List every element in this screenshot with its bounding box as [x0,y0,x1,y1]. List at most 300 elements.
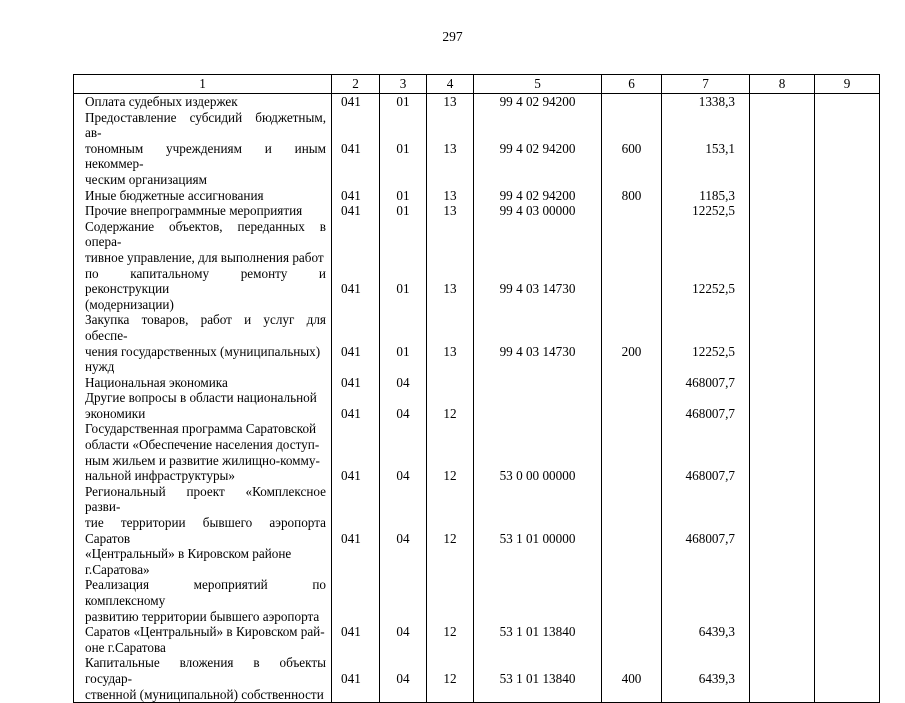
line-spacer [602,219,661,235]
code-subsection-cell [380,390,427,421]
expense-type-cell-value [602,406,661,422]
line-spacer [474,110,601,126]
amount-extra-cell-2-value [815,203,879,219]
line-spacer [332,312,379,328]
row-name-line: Закупка товаров, работ и услуг для обеспе- [85,312,326,343]
amount-extra-cell-1-value [750,468,814,484]
row-name-line: Содержание объектов, переданных в опера- [85,218,326,250]
amount-extra-cell-2-value [815,94,879,110]
line-spacer [332,499,379,515]
amount-extra-cell-2 [815,94,880,110]
amount-extra-cell-1 [750,188,815,204]
line-spacer [602,593,661,609]
target-article-cell [474,188,602,204]
row-name-cell [74,421,332,483]
code-subsection-cell [380,110,427,188]
code-item-cell [427,577,474,655]
line-spacer [332,577,379,593]
code-section-cell [332,188,380,204]
row-name-line: чения государственных (муниципальных) [85,343,321,359]
line-spacer [750,234,814,250]
line-spacer [332,484,379,500]
code-item-cell [427,188,474,204]
line-spacer [427,437,473,453]
target-article-cell-value: 53 0 00 00000 [499,468,576,484]
code-section-cell [332,484,380,578]
column-header-4: 4 [427,75,474,94]
code-section-cell-value: 041 [341,140,361,156]
amount-extra-cell-1-value [750,281,814,297]
amount-extra-cell-2 [815,577,880,655]
line-spacer [815,219,879,235]
code-section-cell [332,421,380,483]
code-section-cell [332,375,380,391]
line-spacer [332,219,379,235]
amount-extra-cell-2 [815,110,880,188]
line-spacer [662,655,749,671]
line-spacer [602,437,661,453]
line-spacer [332,390,379,406]
line-spacer [750,125,814,141]
column-header-5: 5 [474,75,602,94]
amount-cell [662,421,750,483]
amount-extra-cell-1 [750,421,815,483]
table-row [74,188,880,204]
line-spacer [332,655,379,671]
target-article-cell-value: 99 4 03 00000 [499,203,576,219]
line-spacer [662,219,749,235]
amount-cell-value: 468007,7 [685,374,735,390]
row-name-cell [74,203,332,219]
column-header-1: 1 [74,75,332,94]
code-section-cell-value: 041 [341,670,361,686]
code-section-cell [332,577,380,655]
line-spacer [380,328,426,344]
line-spacer [662,390,749,406]
amount-cell [662,110,750,188]
line-spacer [474,219,601,235]
expense-type-cell [602,312,662,374]
code-item-cell [427,219,474,313]
line-spacer [380,609,426,625]
amount-extra-cell-1-value [750,94,814,110]
target-article-cell [474,421,602,483]
line-spacer [332,125,379,141]
code-subsection-cell-value: 04 [396,468,410,484]
code-item-cell-value: 13 [443,343,457,359]
line-spacer [380,390,426,406]
line-spacer [332,328,379,344]
amount-extra-cell-2-value [815,531,879,547]
line-spacer [815,312,879,328]
line-spacer [474,593,601,609]
row-name-cell [74,110,332,188]
row-name-line: Иные бюджетные ассигнования [85,187,264,203]
line-spacer [815,609,879,625]
line-spacer [474,125,601,141]
line-spacer [474,484,601,500]
code-item-cell [427,110,474,188]
line-spacer [750,609,814,625]
code-section-cell [332,312,380,374]
line-spacer [602,515,661,531]
line-spacer [815,266,879,282]
column-header-7: 7 [662,75,750,94]
line-spacer [662,484,749,500]
table-row [74,390,880,421]
amount-cell [662,203,750,219]
expense-type-cell-value [602,203,661,219]
line-spacer [427,266,473,282]
amount-extra-cell-2-value [815,375,879,391]
row-name-cell [74,219,332,313]
table-row [74,421,880,483]
amount-extra-cell-1 [750,484,815,578]
code-subsection-cell-value: 04 [396,405,410,421]
target-article-cell [474,312,602,374]
line-spacer [474,250,601,266]
line-spacer [662,250,749,266]
column-header-6: 6 [602,75,662,94]
line-spacer [750,484,814,500]
amount-cell-value: 468007,7 [685,405,735,421]
amount-extra-cell-1 [750,110,815,188]
row-name-cell [74,655,332,702]
code-subsection-cell-value: 04 [396,624,410,640]
row-name-line: Оплата судебных издержек [85,94,238,109]
expense-type-cell-value [602,375,661,391]
line-spacer [380,577,426,593]
target-article-cell [474,110,602,188]
expense-type-cell [602,219,662,313]
target-article-cell-value [474,406,601,422]
line-spacer [602,234,661,250]
column-header-3: 3 [380,75,427,94]
amount-extra-cell-2-value [815,624,879,640]
line-spacer [332,453,379,469]
target-article-cell-value: 53 1 01 13840 [499,670,576,686]
line-spacer [662,421,749,437]
code-section-cell-value: 041 [341,94,361,109]
line-spacer [815,110,879,126]
code-item-cell-value: 13 [443,203,457,219]
amount-extra-cell-2-value [815,141,879,157]
amount-cell [662,188,750,204]
row-name-line: нальной инфраструктуры» [85,468,235,484]
code-item-cell-value: 12 [443,468,457,484]
amount-extra-cell-1 [750,312,815,374]
line-spacer [662,312,749,328]
line-spacer [602,499,661,515]
expense-type-cell [602,421,662,483]
line-spacer [815,453,879,469]
line-spacer [427,219,473,235]
row-name-line: Капитальные вложения в объекты государ- [85,655,326,686]
row-name-line: тономным учреждениям и иным некоммер- [85,140,326,172]
table-row [74,484,880,578]
code-item-cell-value [427,375,473,391]
amount-cell-value: 468007,7 [685,530,735,546]
code-subsection-cell [380,421,427,483]
code-item-cell-value: 12 [443,670,457,686]
line-spacer [332,609,379,625]
amount-cell [662,655,750,702]
expense-type-cell-value: 400 [621,670,642,686]
line-spacer [427,609,473,625]
code-item-cell-value: 12 [443,405,457,421]
amount-extra-cell-2 [815,219,880,313]
column-header-9: 9 [815,75,880,94]
line-spacer [815,437,879,453]
code-subsection-cell-value: 01 [396,343,410,359]
line-spacer [380,453,426,469]
line-spacer [332,421,379,437]
expense-type-cell [602,188,662,204]
line-spacer [380,515,426,531]
code-section-cell-value: 041 [341,405,361,421]
expense-type-cell-value: 200 [621,343,642,359]
line-spacer [750,390,814,406]
code-subsection-cell-value: 04 [396,670,410,686]
amount-cell [662,94,750,110]
line-spacer [380,421,426,437]
expense-type-cell [602,655,662,702]
line-spacer [474,609,601,625]
line-spacer [427,390,473,406]
line-spacer [815,484,879,500]
line-spacer [602,390,661,406]
line-spacer [750,219,814,235]
expense-type-cell [602,390,662,421]
table-row [74,577,880,655]
line-spacer [427,234,473,250]
target-article-cell [474,375,602,391]
row-name-line: Другие вопросы в области национальной [85,390,317,406]
line-spacer [332,110,379,126]
expense-type-cell [602,375,662,391]
expense-type-cell-value [602,624,661,640]
row-name-line: области «Обеспечение населения доступ- [85,437,320,453]
line-spacer [815,390,879,406]
line-spacer [332,437,379,453]
line-spacer [380,593,426,609]
line-spacer [474,577,601,593]
line-spacer [380,484,426,500]
line-spacer [474,312,601,328]
code-subsection-cell-value: 01 [396,140,410,156]
line-spacer [380,499,426,515]
line-spacer [750,250,814,266]
line-spacer [602,125,661,141]
target-article-cell [474,219,602,313]
code-subsection-cell [380,203,427,219]
amount-extra-cell-1 [750,219,815,313]
table-row [74,203,880,219]
line-spacer [474,266,601,282]
code-item-cell-value: 12 [443,530,457,546]
line-spacer [815,328,879,344]
line-spacer [815,655,879,671]
amount-cell [662,219,750,313]
line-spacer [750,110,814,126]
line-spacer [750,266,814,282]
amount-extra-cell-1-value [750,141,814,157]
line-spacer [815,577,879,593]
amount-cell-value: 12252,5 [692,203,735,219]
code-item-cell-value: 13 [443,140,457,156]
code-item-cell [427,203,474,219]
code-item-cell [427,655,474,702]
amount-cell-value: 12252,5 [692,343,735,359]
code-section-cell [332,110,380,188]
line-spacer [427,250,473,266]
line-spacer [662,609,749,625]
line-spacer [750,328,814,344]
table-body [74,94,880,703]
table-header-row [74,75,880,94]
line-spacer [602,110,661,126]
code-item-cell [427,390,474,421]
code-item-cell-value: 13 [443,94,457,109]
amount-extra-cell-1 [750,577,815,655]
line-spacer [332,234,379,250]
amount-cell [662,577,750,655]
amount-extra-cell-2-value [815,344,879,360]
expense-type-cell-value: 600 [621,140,642,156]
amount-extra-cell-2-value [815,188,879,204]
target-article-cell-value: 53 1 01 13840 [499,624,576,640]
target-article-cell [474,655,602,702]
line-spacer [602,250,661,266]
amount-extra-cell-1-value [750,406,814,422]
expense-type-cell [602,110,662,188]
line-spacer [427,484,473,500]
table-row [74,375,880,391]
amount-cell [662,375,750,391]
line-spacer [332,250,379,266]
amount-extra-cell-1 [750,655,815,702]
amount-extra-cell-1-value [750,624,814,640]
amount-extra-cell-1-value [750,671,814,687]
line-spacer [750,421,814,437]
expense-type-cell-value [602,468,661,484]
line-spacer [602,453,661,469]
code-item-cell-value: 13 [443,281,457,297]
amount-extra-cell-1-value [750,203,814,219]
line-spacer [332,266,379,282]
expense-type-cell-value [602,531,661,547]
line-spacer [750,577,814,593]
line-spacer [427,577,473,593]
line-spacer [380,266,426,282]
target-article-cell-value: 99 4 03 14730 [499,281,576,297]
code-section-cell-value: 041 [341,203,361,219]
line-spacer [750,655,814,671]
line-spacer [474,328,601,344]
row-name-line: Региональный проект «Комплексное разви- [85,483,326,515]
amount-extra-cell-1-value [750,188,814,204]
row-name-cell [74,390,332,421]
line-spacer [602,484,661,500]
target-article-cell-value: 99 4 02 94200 [499,94,576,109]
column-header-2: 2 [332,75,380,94]
code-subsection-cell [380,484,427,578]
amount-extra-cell-1-value [750,375,814,391]
line-spacer [662,328,749,344]
code-subsection-cell [380,312,427,374]
line-spacer [662,437,749,453]
line-spacer [815,421,879,437]
line-spacer [662,234,749,250]
line-spacer [427,421,473,437]
line-spacer [750,312,814,328]
line-spacer [332,593,379,609]
amount-extra-cell-2 [815,655,880,702]
line-spacer [332,515,379,531]
amount-extra-cell-1 [750,375,815,391]
code-subsection-cell-value: 01 [396,203,410,219]
line-spacer [815,125,879,141]
line-spacer [380,437,426,453]
line-spacer [380,219,426,235]
code-subsection-cell-value: 01 [396,94,410,109]
line-spacer [662,499,749,515]
row-name-line: нужд [85,359,115,375]
line-spacer [662,453,749,469]
line-spacer [750,453,814,469]
line-spacer [380,655,426,671]
line-spacer [602,655,661,671]
code-section-cell [332,655,380,702]
line-spacer [815,593,879,609]
amount-extra-cell-2 [815,390,880,421]
amount-extra-cell-1-value [750,531,814,547]
line-spacer [474,421,601,437]
row-name-cell [74,577,332,655]
line-spacer [380,110,426,126]
table-row [74,219,880,313]
line-spacer [427,515,473,531]
line-spacer [662,577,749,593]
amount-cell-value: 1338,3 [698,94,735,109]
amount-cell [662,312,750,374]
table-row [74,655,880,702]
row-name-line: по капитальному ремонту и реконструкции [85,265,326,297]
line-spacer [474,453,601,469]
amount-cell-value: 6439,3 [698,624,735,640]
code-section-cell-value: 041 [341,374,361,390]
amount-extra-cell-2 [815,375,880,391]
code-subsection-cell-value: 04 [396,530,410,546]
line-spacer [815,499,879,515]
line-spacer [380,250,426,266]
code-section-cell-value: 041 [341,187,361,203]
target-article-cell-value: 99 4 02 94200 [499,140,576,156]
amount-extra-cell-2 [815,188,880,204]
line-spacer [474,499,601,515]
code-subsection-cell [380,577,427,655]
code-section-cell-value: 041 [341,468,361,484]
code-section-cell-value: 041 [341,343,361,359]
expense-type-cell [602,484,662,578]
row-name-cell [74,188,332,204]
row-name-line: Государственная программа Саратовской [85,421,317,437]
amount-cell [662,484,750,578]
line-spacer [427,655,473,671]
target-article-cell [474,203,602,219]
line-spacer [474,390,601,406]
line-spacer [427,125,473,141]
